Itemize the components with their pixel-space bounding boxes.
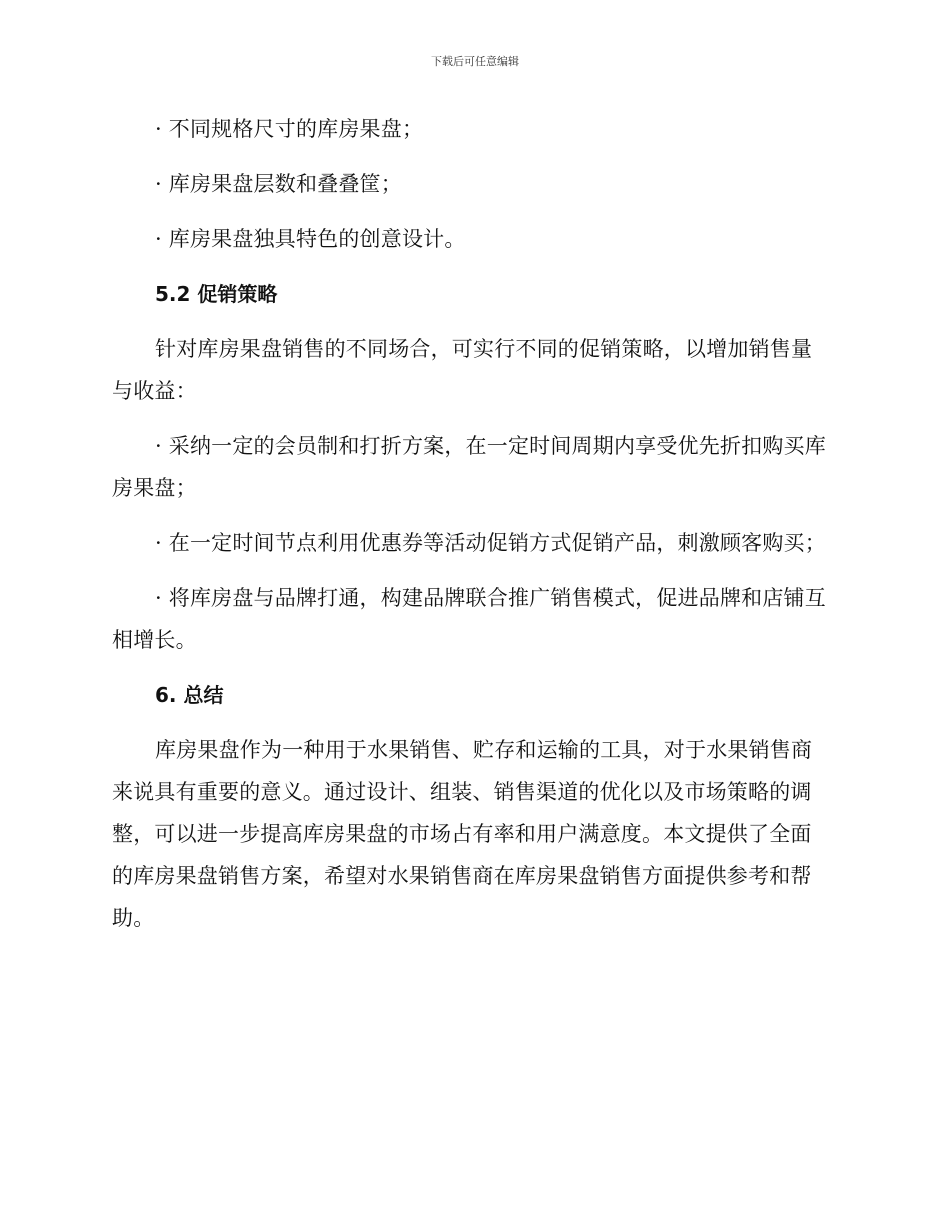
bullet-paragraph: · 库房果盘层数和叠叠筐； bbox=[155, 172, 402, 196]
page-header: 下载后可任意编辑 bbox=[431, 55, 519, 68]
body-paragraph: 库房果盘作为一种用于水果销售、贮存和运输的工具，对于水果销售商来说具有重要的意义。通过设计、组装、销售渠道的优化以及市场策略的调整，可以进一步提高库房果盘的市场占有率和用户满意度。本文提供了全面的库房果盘销售方案，希望对水果销售商在库房果盘销售方面提供参考和帮助。 bbox=[112, 738, 813, 930]
bullet-paragraph: · 不同规格尺寸的库房果盘； bbox=[155, 117, 424, 141]
body-paragraph: 针对库房果盘销售的不同场合，可实行不同的促销策略，以增加销售量与收益： bbox=[112, 337, 813, 403]
section-heading: 5.2 促销策略 bbox=[155, 282, 278, 306]
bullet-paragraph: · 将库房盘与品牌打通，构建品牌联合推广销售模式，促进品牌和店铺互相增长。 bbox=[112, 586, 826, 652]
bullet-paragraph: · 库房果盘独具特色的创意设计。 bbox=[155, 227, 466, 251]
section-heading: 6. 总结 bbox=[155, 683, 224, 707]
bullet-paragraph: · 在一定时间节点利用优惠券等活动促销方式促销产品，刺激顾客购买； bbox=[155, 531, 826, 555]
bullet-paragraph: · 采纳一定的会员制和打折方案，在一定时间周期内享受优先折扣购买库房果盘； bbox=[112, 434, 826, 500]
document-body bbox=[112, 108, 830, 952]
